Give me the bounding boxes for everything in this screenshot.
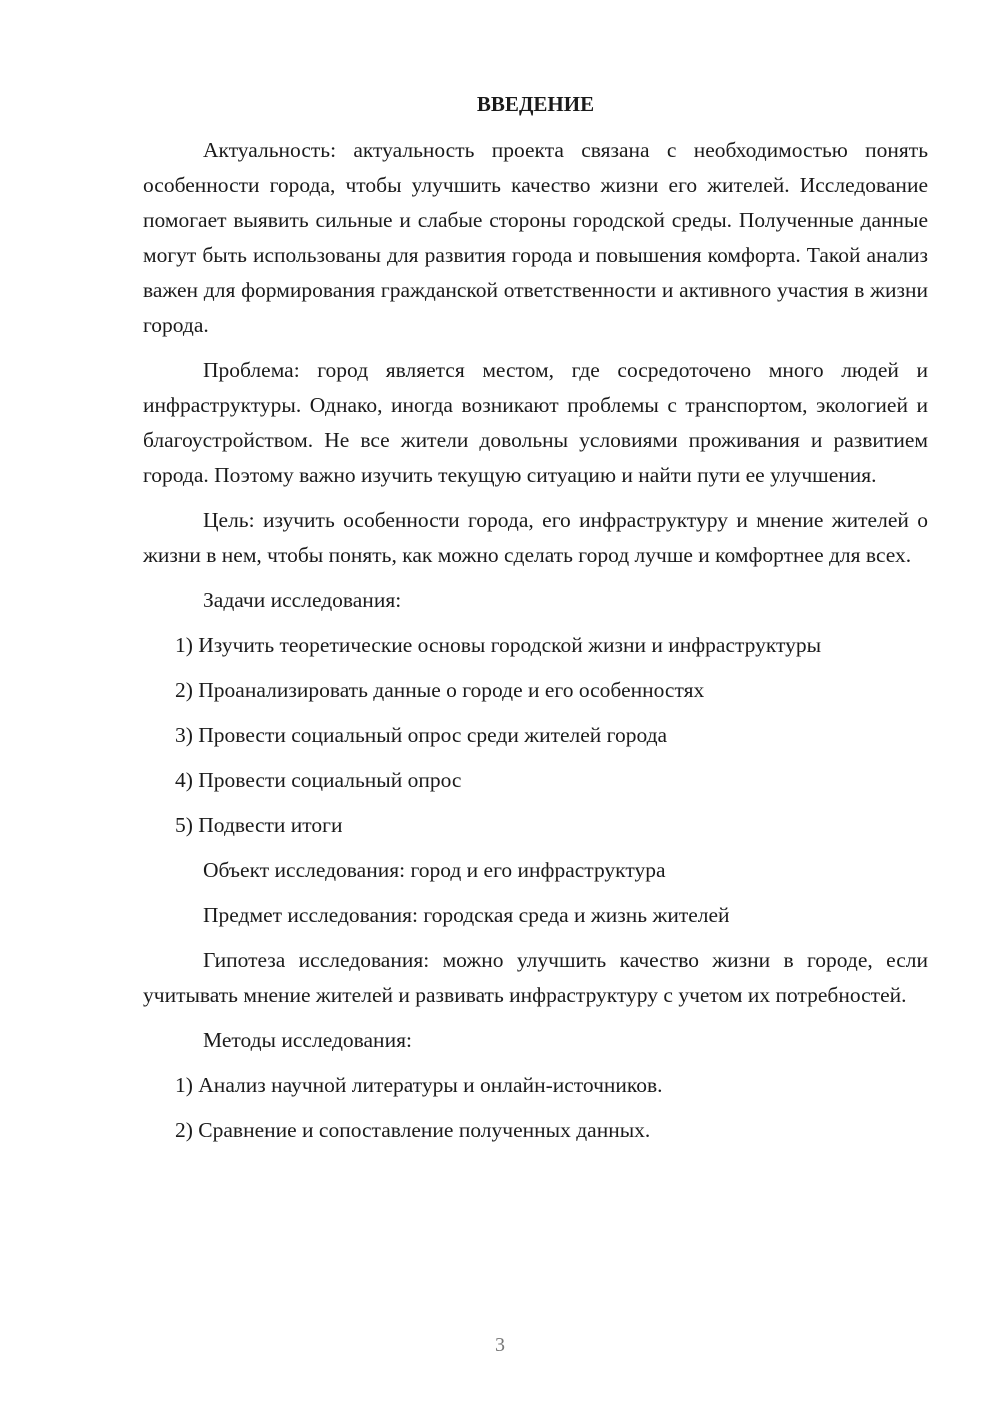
task-item: 1) Изучить теоретические основы городской жизни и инфраструктуры [175,633,822,657]
methods-heading: Методы исследования: [203,1028,412,1052]
page-number: 3 [495,1334,505,1356]
task-item: 5) Подвести итоги [175,813,343,837]
document-page [143,90,928,1158]
subject-line: Предмет исследования: городская среда и жизнь жителей [203,903,730,927]
task-item: 3) Провести социальный опрос среди жителей города [175,723,668,747]
hypothesis-paragraph: Гипотеза исследования: можно улучшить качество жизни в городе, если учитывать мнение жителей и развивать инфраструктуру с учетом их потребностей. [143,948,928,1007]
object-line: Объект исследования: город и его инфраструктура [203,858,666,882]
problem-paragraph: Проблема: город является местом, где сосредоточено много людей и инфраструктуры. Однако, иногда возникают проблемы с транспортом, экологией и благоустройством. Не все жители довольны условиями проживания и развитием города. Поэтому важно изучить текущую ситуацию и найти пути ее улучшения. [143,358,928,487]
goal-paragraph: Цель: изучить особенности города, его инфраструктуру и мнение жителей о жизни в нем, чтобы понять, как можно сделать город лучше и комфортнее для всех. [143,508,928,567]
task-item: 4) Провести социальный опрос [175,768,462,792]
method-item: 2) Сравнение и сопоставление полученных данных. [175,1118,651,1142]
relevance-paragraph: Актуальность: актуальность проекта связана с необходимостью понять особенности города, чтобы улучшить качество жизни его жителей. Исследование помогает выявить сильные и слабые стороны городской среды. Полученные данные могут быть использованы для развития города и повышения комфорта. Такой анализ важен для формирования гражданской ответственности и активного участия в жизни города. [143,138,928,337]
method-item: 1) Анализ научной литературы и онлайн-источников. [175,1073,663,1097]
task-item: 2) Проанализировать данные о городе и его особенностях [175,678,705,702]
section-title: ВВЕДЕНИЕ [476,92,595,116]
tasks-heading: Задачи исследования: [203,588,402,612]
